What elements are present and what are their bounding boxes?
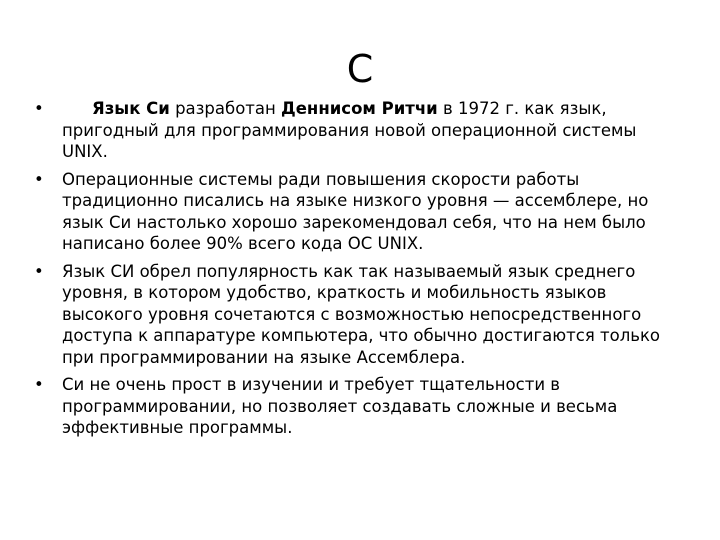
bullet-marker: • (34, 261, 44, 281)
bullet-item-1 (34, 98, 684, 163)
bullet-text: Си не очень прост в изучении и требует тщательности в программировании, но позволяет создавать сложные и весьма эффективные программы. (62, 375, 618, 437)
bullet-marker: • (34, 375, 44, 394)
bullet-item-3 (34, 261, 684, 369)
bullet-marker: • (34, 169, 44, 189)
bullet-text: Операционные системы ради повышения скорости работы традиционно писались на языке низкого уровня — ассемблере, но язык Си настолько хорошо зарекомендовал себя, что на нем было написано более 90% всего кода ОС UNIX. (62, 169, 649, 253)
bullet-text-part: разработан (169, 99, 282, 118)
bullet-item-2 (34, 169, 684, 255)
bullet-list (34, 98, 684, 445)
slide-title: С (346, 47, 374, 91)
bullet-item-4 (34, 374, 684, 439)
bullet-text: Язык СИ обрел популярность как так называемый язык среднего уровня, в котором удобство, краткость и мобильность языков высокого уровня сочетаются с возможностью непосредственного доступа к аппаратуре компьютера, что обычно достигаются только при программировании на языке Ассемблера. (62, 261, 661, 367)
author-name: Деннисом Ритчи (281, 99, 438, 118)
bullet-text-part: в 1972 г. как язык, пригодный для программирования новой операционной системы UNIX. (62, 99, 637, 161)
bullet-marker: • (34, 99, 44, 118)
language-name: Язык Си (92, 99, 170, 118)
